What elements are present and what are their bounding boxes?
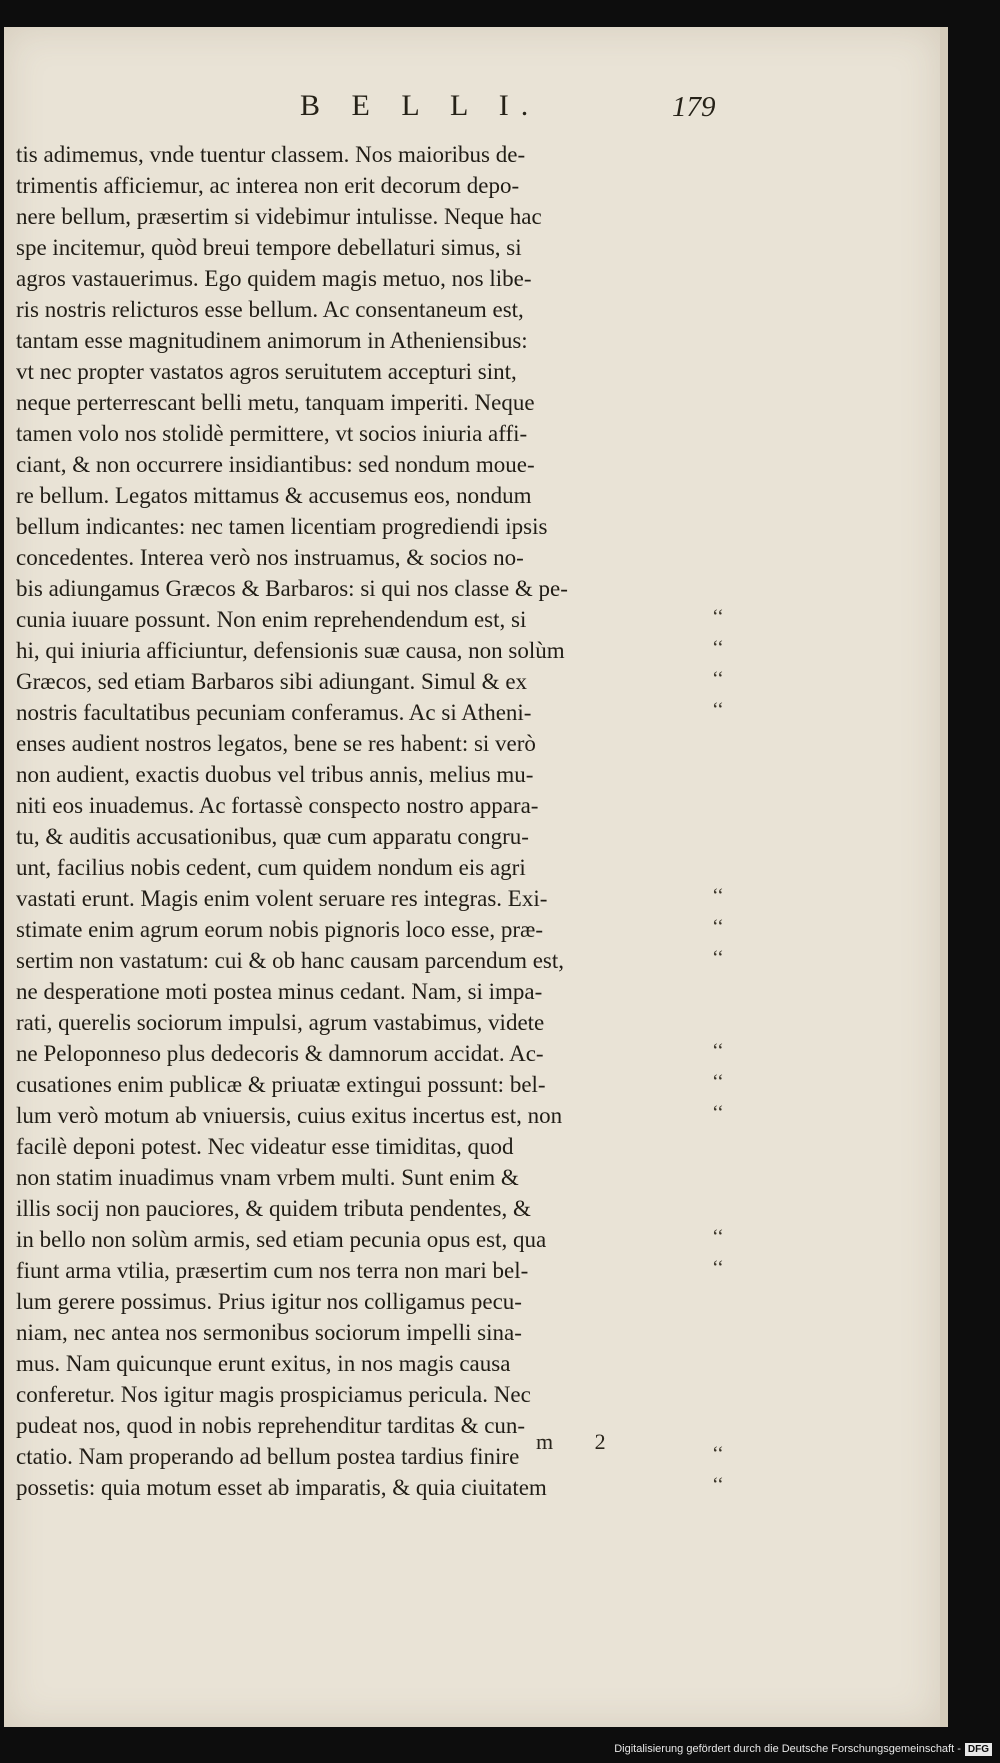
text-line: rati, querelis sociorum impulsi, agrum vastabimus, videte	[16, 1010, 545, 1035]
text-line: non audient, exactis duobus vel tribus annis, melius mu-	[16, 762, 534, 787]
text-line: nere bellum, præsertim si videbimur intulisse. Neque hac	[16, 204, 542, 229]
quote-mark: ‘‘	[712, 1226, 724, 1248]
quote-mark: ‘‘	[712, 637, 724, 659]
text-line: spe incitemur, quòd breui tempore debellaturi simus, si	[16, 235, 522, 260]
text-line: stimate enim agrum eorum nobis pignoris loco esse, præ-	[16, 917, 543, 942]
credit-text: Digitalisierung gefördert durch die Deutsche Forschungsgemeinschaft -	[614, 1743, 961, 1755]
quote-mark: ‘‘	[712, 916, 724, 938]
text-line: re bellum. Legatos mittamus & accusemus eos, nondum	[16, 483, 532, 508]
text-line: mus. Nam quicunque erunt exitus, in nos magis causa	[16, 1351, 511, 1376]
text-line: cusationes enim publicæ & priuatæ extingui possunt: bel-	[16, 1072, 546, 1097]
body-text	[16, 139, 716, 1503]
text-line: trimentis afficiemur, ac interea non erit decorum depo-	[16, 173, 520, 198]
text-line: illis socij non pauciores, & quidem tributa pendentes, &	[16, 1196, 531, 1221]
quote-mark: ‘‘	[712, 947, 724, 969]
text-line: lum gerere possimus. Prius igitur nos colligamus pecu-	[16, 1289, 522, 1314]
text-line: non statim inuadimus vnam vrbem multi. Sunt enim &	[16, 1165, 519, 1190]
quote-mark: ‘‘	[712, 1071, 724, 1093]
quote-mark: ‘‘	[712, 606, 724, 628]
text-line: niti eos inuademus. Ac fortassè conspecto nostro appara-	[16, 793, 539, 818]
text-line: unt, facilius nobis cedent, cum quidem nondum eis agri	[16, 855, 526, 880]
text-line: tis adimemus, vnde tuentur classem. Nos maioribus de-	[16, 142, 526, 167]
text-line: enses audient nostros legatos, bene se res habent: si verò	[16, 731, 536, 756]
quote-mark: ‘‘	[712, 668, 724, 690]
text-line: neque perterrescant belli metu, tanquam imperiti. Neque	[16, 390, 535, 415]
text-line: Græcos, sed etiam Barbaros sibi adiungant. Simul & ex	[16, 669, 528, 694]
text-line: pudeat nos, quod in nobis reprehenditur tarditas & cun-	[16, 1413, 526, 1438]
book-page	[4, 27, 948, 1727]
running-head	[4, 89, 940, 129]
dfg-logo: DFG	[965, 1743, 992, 1756]
text-line: cunia iuuare possunt. Non enim reprehendendum est, si	[16, 607, 527, 632]
text-line: vt nec propter vastatos agros seruitutem accepturi sint,	[16, 359, 517, 384]
text-line: ne Peloponneso plus dedecoris & damnorum accidat. Ac-	[16, 1041, 544, 1066]
text-line: lum verò motum ab vniuersis, cuius exitus incertus est, non	[16, 1103, 563, 1128]
text-line: ctatio. Nam properando ad bellum postea tardius finire	[16, 1444, 520, 1469]
text-line: tu, & auditis accusationibus, quæ cum apparatu congru-	[16, 824, 529, 849]
text-line: agros vastauerimus. Ego quidem magis metuo, nos libe-	[16, 266, 532, 291]
text-line: in bello non solùm armis, sed etiam pecunia opus est, qua	[16, 1227, 547, 1252]
text-line: niam, nec antea nos sermonibus sociorum impelli sina-	[16, 1320, 522, 1345]
signature-mark: m 2	[536, 1429, 624, 1454]
text-line: possetis: quia motum esset ab imparatis, & quia ciuitatem	[16, 1475, 547, 1500]
text-line: facilè deponi potest. Nec videatur esse timiditas, quod	[16, 1134, 514, 1159]
text-line: bis adiungamus Græcos & Barbaros: si qui nos classe & pe-	[16, 576, 568, 601]
text-line: hi, qui iniuria afficiuntur, defensionis suæ causa, non solùm	[16, 638, 565, 663]
quote-mark: ‘‘	[712, 1040, 724, 1062]
text-line: conferetur. Nos igitur magis prospiciamus pericula. Nec	[16, 1382, 531, 1407]
page-number: 179	[672, 91, 716, 123]
running-head-title: B E L L I.	[300, 89, 541, 122]
text-line: bellum indicantes: nec tamen licentiam progrediendi ipsis	[16, 514, 548, 539]
quote-mark: ‘‘	[712, 885, 724, 907]
quote-mark: ‘‘	[712, 1257, 724, 1279]
quote-mark: ‘‘	[712, 1443, 724, 1465]
quote-mark: ‘‘	[712, 1102, 724, 1124]
text-line: sertim non vastatum: cui & ob hanc causam parcendum est,	[16, 948, 565, 973]
text-line: ciant, & non occurrere insidiantibus: sed nondum moue-	[16, 452, 535, 477]
quote-mark: ‘‘	[712, 699, 724, 721]
text-line: nostris facultatibus pecuniam conferamus. Ac si Atheni-	[16, 700, 532, 725]
text-line: fiunt arma vtilia, præsertim cum nos terra non mari bel-	[16, 1258, 529, 1283]
text-line: concedentes. Interea verò nos instruamus, & socios no-	[16, 545, 524, 570]
quote-mark: ‘‘	[712, 1474, 724, 1496]
text-line: tamen volo nos stolidè permittere, vt socios iniuria affi-	[16, 421, 528, 446]
text-line: vastati erunt. Magis enim volent seruare res integras. Exi-	[16, 886, 548, 911]
text-line: ris nostris relicturos esse bellum. Ac consentaneum est,	[16, 297, 524, 322]
text-line: ne desperatione moti postea minus cedant. Nam, si impa-	[16, 979, 543, 1004]
text-line: tantam esse magnitudinem animorum in Atheniensibus:	[16, 328, 528, 353]
digitization-credit	[614, 1739, 992, 1759]
